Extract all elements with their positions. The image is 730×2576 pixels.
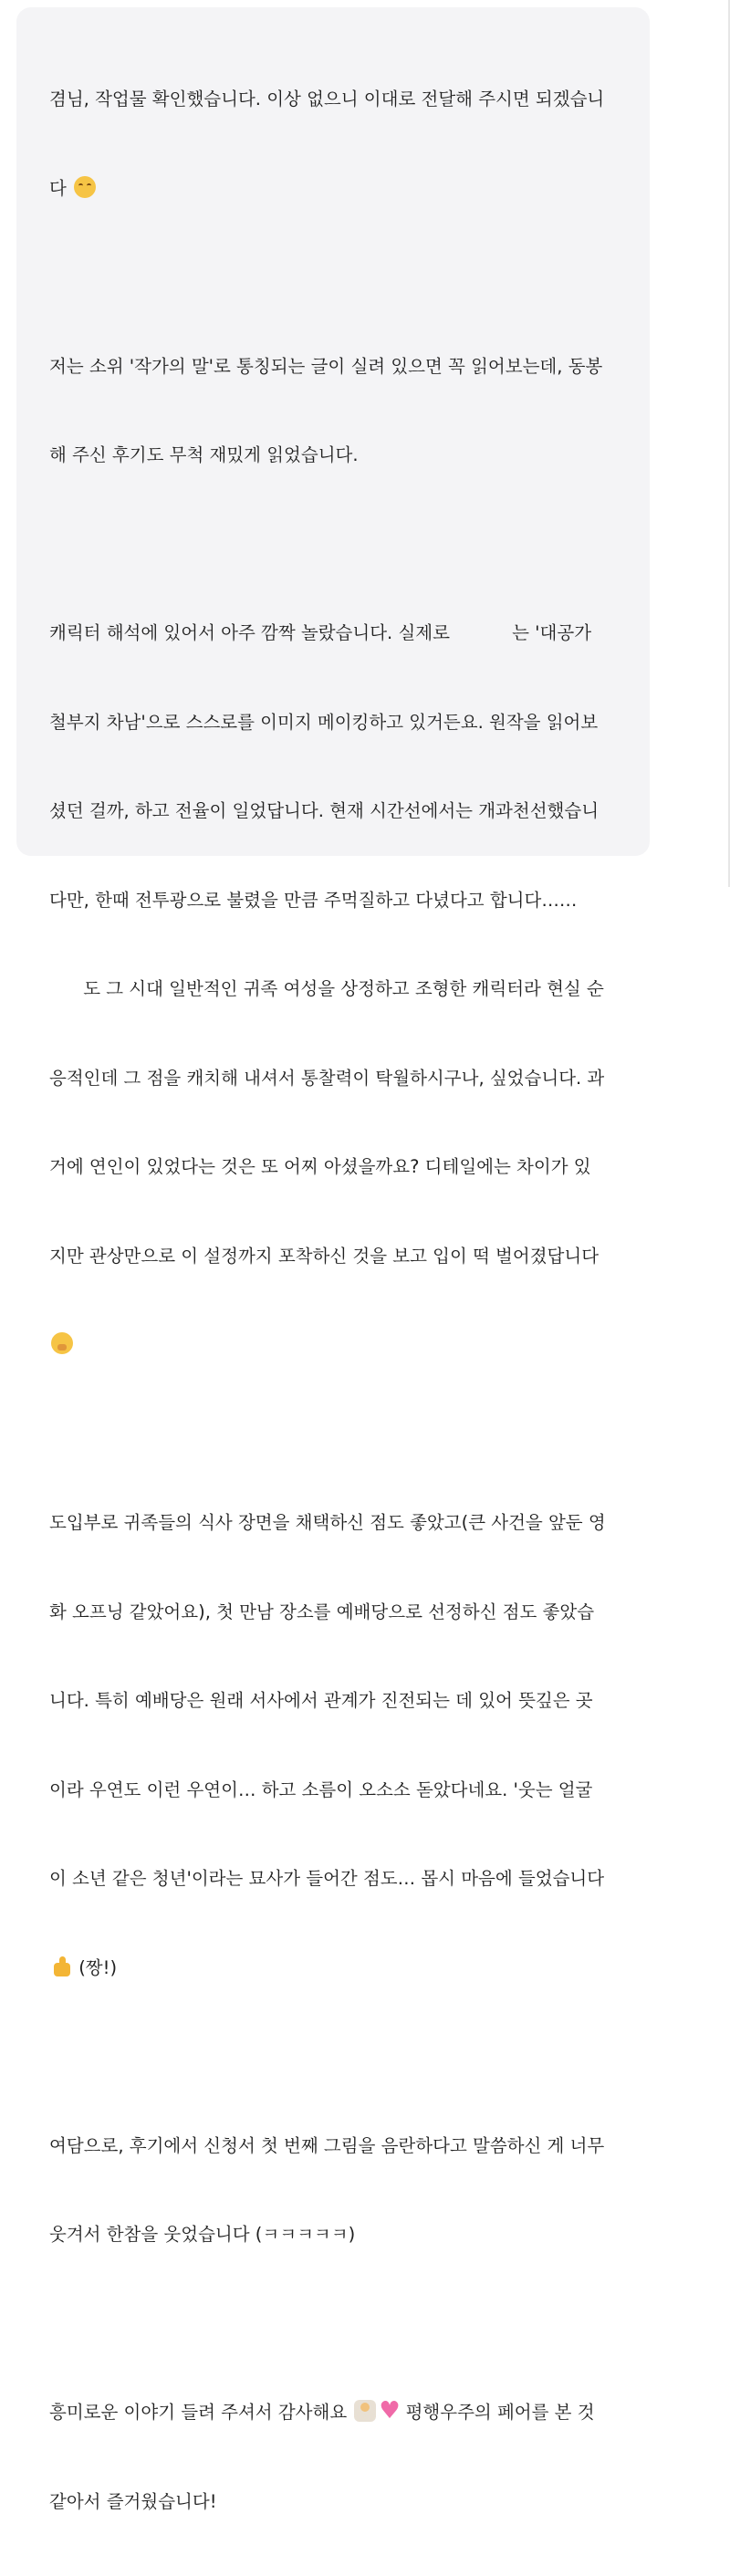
- message-text: 평행우주의 페어를 본 것: [400, 2402, 595, 2423]
- message-line: 셨던 걸까, 하고 전율이 일었답니다. 현재 시간선에서는 개과천선했습니: [49, 800, 600, 821]
- message-line: 겸님, 작업물 확인했습니다. 이상 없으니 이대로 전달해 주시면 되겠습니: [49, 89, 605, 110]
- thumbs-up-icon: [51, 1955, 73, 1977]
- message-line: 같아서 즐거웠습니다!: [49, 2490, 217, 2512]
- message-line: 도입부로 귀족들의 식사 장면을 채택하신 점도 좋았고(큰 사건을 앞둔 영: [49, 1512, 606, 1533]
- message-line: 니다. 특히 예배당은 원래 서사에서 관계가 진전되는 데 있어 뜻깊은 곳: [49, 1690, 593, 1711]
- message-paragraph-6: [49, 2339, 630, 2576]
- message-line: 지만 관상만으로 이 설정까지 포착하신 것을 보고 입이 떡 벌어졌답니다: [49, 1245, 600, 1267]
- message-paragraph-3: [49, 559, 630, 1420]
- message-line: 이라 우연도 이런 우연이… 하고 소름이 오소소 돋았다네요. '웃는 얼굴: [49, 1778, 593, 1800]
- message-text: 다: [49, 177, 67, 199]
- person-gesturing-face-icon: [354, 2400, 376, 2422]
- message-line: 캐릭터 해석에 있어서 아주 깜짝 놀랐습니다. 실제로 는 '대공가: [49, 622, 592, 643]
- message-line: 도 그 시대 일반적인 귀족 여성을 상정하고 조형한 캐릭터라 현실 순: [49, 978, 604, 999]
- message-line: [49, 174, 630, 204]
- message-line: 여담으로, 후기에서 신청서 첫 번째 그림을 음란하다고 말씀하신 게 너무: [49, 2134, 605, 2156]
- message-text: 흥미로운 이야기 들려 주셔서 감사해요: [49, 2402, 353, 2423]
- message-line: 이 소년 같은 청년'이라는 묘사가 들어간 점도… 몹시 마음에 들었습니다: [49, 1868, 605, 1889]
- message-text: (짱!): [73, 1956, 118, 1978]
- hand-over-mouth-face-icon: [51, 1332, 73, 1354]
- message-paragraph-4: [49, 1449, 630, 2042]
- message-line: 응적인데 그 점을 캐치해 내셔서 통찰력이 탁월하시구나, 싶었습니다. 과: [49, 1067, 605, 1089]
- message-line: 다만, 한때 전투광으로 불렸을 만큼 주먹질하고 다녔다고 합니다……: [49, 889, 578, 911]
- message-line: 웃겨서 한참을 웃었습니다 (ㅋㅋㅋㅋㅋ): [49, 2224, 356, 2245]
- smiling-face-icon: [74, 176, 96, 198]
- message-paragraph-2: [49, 293, 630, 530]
- message-paragraph-5: [49, 2072, 630, 2310]
- message-line: 철부지 차남'으로 스스로를 이미지 메이킹하고 있거든요. 원작을 읽어보: [49, 711, 599, 733]
- message-line: [49, 1330, 630, 1361]
- pink-heart-icon: [378, 2400, 400, 2422]
- message-line: 저는 소위 '작가의 말'로 통칭되는 글이 실려 있으면 꼭 읽어보는데, 동봉: [49, 355, 603, 377]
- message-line: [49, 2398, 630, 2428]
- message-line: 해 주신 후기도 무척 재밌게 읽었습니다.: [49, 444, 359, 465]
- message-paragraph-1: [49, 26, 630, 263]
- message-line: 거에 연인이 있었다는 것은 또 어찌 아셨을까요? 디테일에는 차이가 있: [49, 1156, 591, 1177]
- message-line: [49, 1954, 630, 1984]
- message-bubble: [16, 7, 650, 2512]
- message-line: 화 오프닝 같았어요), 첫 만남 장소를 예배당으로 선정하신 점도 좋았습: [49, 1601, 595, 1622]
